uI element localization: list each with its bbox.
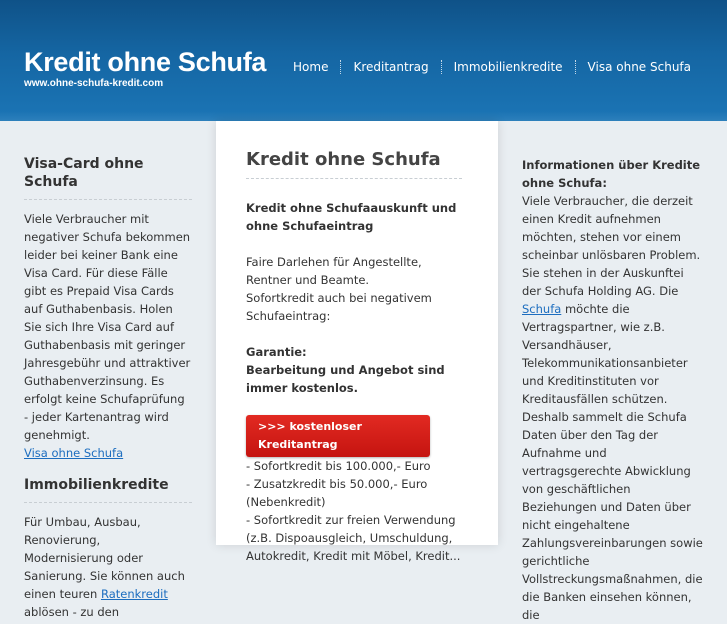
site-url[interactable]: www.ohne-schufa-kredit.com xyxy=(24,78,164,89)
guarantee-label: Garantie: xyxy=(246,345,307,359)
info-text-after: möchte die Vertragspartner, wie z.B. Versandhäuser, Telekommunikationsanbieter und Kreditinstituten vor Kreditausfällen schützen. Deshalb sammelt die Schufa Daten über den Tag der Aufnahme und vertragsgerechte Abwicklung von geschäftlichen Beziehungen und Daten über nicht eingehaltene Zahlungsvereinbarungen sowie gerichtliche Vollstreckungsmaßnahmen, die die Banken einsehen können, die xyxy=(522,302,703,622)
main-nav xyxy=(281,60,703,74)
intro-text-1: Faire Darlehen für Angestellte, Rentner und Beamte. xyxy=(246,255,422,287)
visa-link[interactable]: Visa ohne Schufa xyxy=(24,446,124,460)
schufa-link[interactable]: Schufa xyxy=(522,302,562,316)
info-text xyxy=(522,192,705,624)
visa-heading: Visa-Card ohne Schufa xyxy=(24,155,192,200)
site-title[interactable]: Kredit ohne Schufa xyxy=(24,47,267,77)
kreditantrag-button[interactable]: >>> kostenloser Kreditantrag xyxy=(246,415,430,457)
intro-text-2: Sofortkredit auch bei negativem Schufaeintrag: xyxy=(246,291,432,323)
immo-text xyxy=(24,513,192,621)
offer-list-item: - Sofortkredit bis 100.000,- Euro xyxy=(246,459,431,473)
page-subtitle: Kredit ohne Schufaauskunft und ohne Schufaeintrag xyxy=(246,201,457,233)
nav-visa-ohne-schufa[interactable]: Visa ohne Schufa xyxy=(587,60,691,74)
immo-text-after: ablösen - zu den xyxy=(24,605,120,619)
nav-kreditantrag[interactable]: Kreditantrag xyxy=(353,60,429,74)
immo-text-before: Für Umbau, Ausbau, Renovierung, Modernisierung oder Sanierung. Sie können auch einen teuren xyxy=(24,515,185,601)
left-sidebar xyxy=(0,121,214,619)
visa-text: Viele Verbraucher mit negativer Schufa bekommen leider bei keiner Bank eine Visa Card. Für diese Fälle gibt es Prepaid Visa Cards auf Guthabenbasis. Holen Sie sich Ihre Visa Card auf Guthabenbasis mit geringer Jahresgebühr und attraktiver Guthabenverzinsung. Es erfolgt keine Schufaprüfung - jeder Kartenantrag wird genehmigt. xyxy=(24,212,191,442)
nav-immobilienkredite[interactable]: Immobilienkredite xyxy=(453,60,563,74)
info-title: Informationen über Kredite ohne Schufa: xyxy=(522,158,701,190)
guarantee-text: Bearbeitung und Angebot sind immer kostenlos. xyxy=(246,363,445,395)
offer-list-item: - Sofortkredit zur freien Verwendung (z.B. Dispoausgleich, Umschuldung, xyxy=(246,513,456,545)
nav-home[interactable]: Home xyxy=(293,60,329,74)
site-header xyxy=(0,0,727,121)
page-title: Kredit ohne Schufa xyxy=(246,151,462,179)
main-content xyxy=(216,121,498,563)
right-sidebar xyxy=(498,121,727,622)
offer-list-item: Autokredit, Kredit mit Möbel, Kredit... xyxy=(246,549,461,563)
immo-heading: Immobilienkredite xyxy=(24,476,192,503)
ratenkredit-link[interactable]: Ratenkredit xyxy=(100,587,168,601)
offer-list-item: - Zusatzkredit bis 50.000,- Euro (Nebenkredit) xyxy=(246,477,428,509)
info-text-before: Viele Verbraucher, die derzeit einen Kredit aufnehmen möchten, stehen vor einem scheinbar unlösbaren Problem. Sie stehen in der Auskunftei der Schufa Holding AG. Die xyxy=(522,194,701,298)
